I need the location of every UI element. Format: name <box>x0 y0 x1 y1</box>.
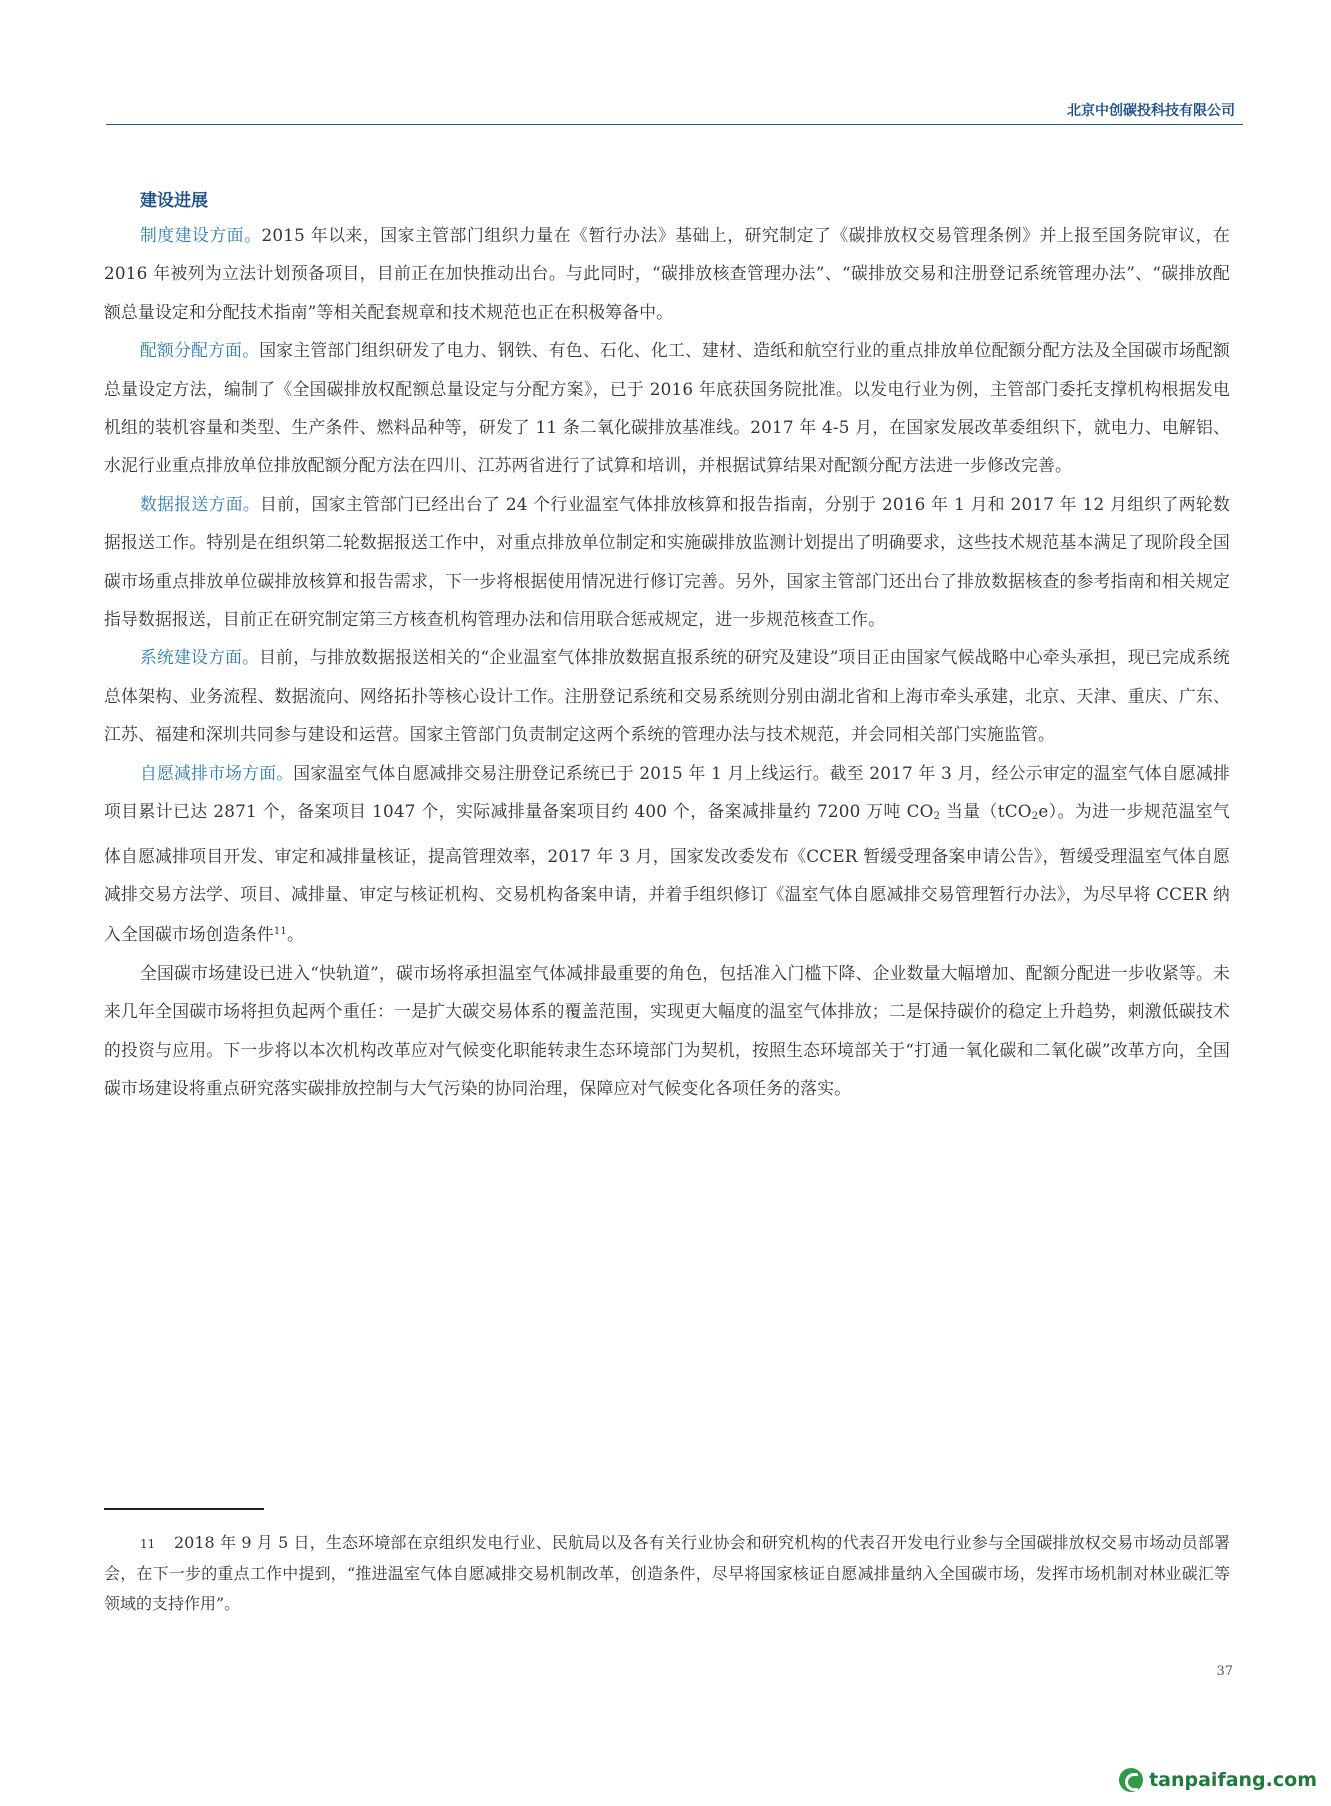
paragraph-text: 国家温室气体自愿减排交易注册登记系统已于 2015 年 1 月上线运行。截至 2017 年 3 月，经公示审定的温室气体自愿减排项目累计已达 2871 个，备案项目 1047 个，实际减排量备案项目约 400 个，备案减排量约 7200 万吨 CO <box>104 762 1230 822</box>
paragraph-lead: 制度建设方面。 <box>140 225 262 245</box>
tanpaifang-logo-icon <box>1119 1768 1143 1792</box>
section-title: 建设进展 <box>140 191 208 211</box>
paragraph-institutional <box>104 216 1230 331</box>
footnote-number: 11 <box>140 1537 156 1551</box>
watermark <box>1119 1768 1317 1792</box>
paragraph-voluntary-market <box>104 754 1230 954</box>
paragraph-text: 目前，国家主管部门已经出台了 24 个行业温室气体排放核算和报告指南，分别于 2016 年 1 月和 2017 年 12 月组织了两轮数据报送工作。特别是在组织第二轮数据报送工作中，对重点排放单位制定和实施碳排放监测计划提出了明确要求，这些技术规范基本满足了现阶段全国碳市场重点排放单位碳排放核算和报告需求，下一步将根据使用情况进行修订完善。另外，国家主管部门还出台了排放数据核查的参考指南和相关规定指导数据报送，目前正在研究制定第三方核查机构管理办法和信用联合惩戒规定，进一步规范核查工作。 <box>104 493 1230 630</box>
subscript: 2 <box>1031 811 1039 823</box>
paragraph-text: e）。为进一步规范温室气体自愿减排项目开发、审定和减排量核证，提高管理效率，2017 年 3 月，国家发改委发布《CCER 暂缓受理备案申请公告》，暂缓受理温室气体自愿减排交易方法学、项目、减排量、审定与核证机构、交易机构备案申请，并着手组织修订《温室气体自愿减排交易管理暂行办法》，为尽早将 CCER 纳入全国碳市场创造条件 <box>104 801 1231 945</box>
paragraph-outlook <box>104 954 1230 1108</box>
paragraph-lead: 数据报送方面。 <box>140 493 261 514</box>
watermark-text: tanpaifang.com <box>1149 1769 1317 1791</box>
paragraph-text: 目前，与排放数据报送相关的“企业温室气体排放数据直报系统的研究及建设”项目正由国家气候战略中心牵头承担，现已完成系统总体架构、业务流程、数据流向、网络拓扑等核心设计工作。注册登记系统和交易系统则分别由湖北省和上海市牵头承建，北京、天津、重庆、广东、江苏、福建和深圳共同参与建设和运营。国家主管部门负责制定这两个系统的管理办法与技术规范，并会同相关部门实施监管。 <box>104 647 1230 745</box>
paragraph-text: 2015 年以来，国家主管部门组织力量在《暂行办法》基础上，研究制定了《碳排放权交易管理条例》并上报至国务院审议，在 2016 年被列为立法计划预备项目，目前正在加快推动出台。与此同时，“碳排放核查管理办法”、“碳排放交易和注册登记系统管理办法”、“碳排放配额总量设定和分配技术指南”等相关配套规章和技术规范也正在积极筹备中。 <box>104 225 1230 322</box>
footnote-rule <box>104 1508 264 1510</box>
subscript: 2 <box>933 811 941 823</box>
paragraph-allocation <box>104 331 1230 485</box>
paragraph-text: 全国碳市场建设已进入“快轨道”，碳市场将承担温室气体减排最重要的角色，包括准入门槛下降、企业数量大幅增加、配额分配进一步收紧等。未来几年全国碳市场将担负起两个重任：一是扩大碳交易体系的覆盖范围，实现更大幅度的温室气体排放；二是保持碳价的稳定上升趋势，刺激低碳技术的投资与应用。下一步将以本次机构改革应对气候变化职能转隶生态环境部门为契机，按照生态环境部关于“打通一氧化碳和二氧化碳”改革方向，全国碳市场建设将重点研究落实碳排放控制与大气污染的协同治理，保障应对气候变化各项任务的落实。 <box>104 962 1230 1098</box>
footnote <box>104 1528 1230 1619</box>
paragraph-text: 。 <box>286 924 304 945</box>
page-number: 37 <box>1216 1664 1233 1679</box>
paragraph-text: 当量（tCO <box>940 801 1032 822</box>
paragraph-lead: 系统建设方面。 <box>140 647 260 668</box>
paragraph-lead: 自愿减排市场方面。 <box>140 762 294 783</box>
header-rule <box>106 124 1243 125</box>
footnote-text: 2018 年 9 月 5 日，生态环境部在京组织发电行业、民航局以及各有关行业协会和研究机构的代表召开发电行业参与全国碳排放权交易市场动员部署会，在下一步的重点工作中提到，“推进温室气体自愿减排交易机制改革，创造条件，尽早将国家核证自愿减排量纳入全国碳市场，发挥市场机制对林业碳汇等领域的支持作用”。 <box>104 1533 1230 1613</box>
paragraph-text: 国家主管部门组织研发了电力、钢铁、有色、石化、化工、建材、造纸和航空行业的重点排放单位配额分配方法及全国碳市场配额总量设定方法，编制了《全国碳排放权配额总量设定与分配方案》，已于 2016 年底获国务院批准。以发电行业为例，主管部门委托支撑机构根据发电机组的装机容量和类型、生产条件、燃料品种等，研发了 11 条二氧化碳排放基准线。2017 年 4-5 月，在国家发展改革委组织下，就电力、电解铝、水泥行业重点排放单位排放配额分配方法在四川、江苏两省进行了试算和培训，并根据试算结果对配额分配方法进一步修改完善。 <box>104 340 1231 476</box>
main-content <box>104 186 1230 1107</box>
paragraph-data-reporting <box>104 485 1230 639</box>
footnote-reference[interactable]: 11 <box>273 926 287 938</box>
paragraph-lead: 配额分配方面。 <box>140 340 260 361</box>
paragraph-system-building <box>104 638 1230 753</box>
header-company-name: 北京中创碳投科技有限公司 <box>1067 103 1235 119</box>
